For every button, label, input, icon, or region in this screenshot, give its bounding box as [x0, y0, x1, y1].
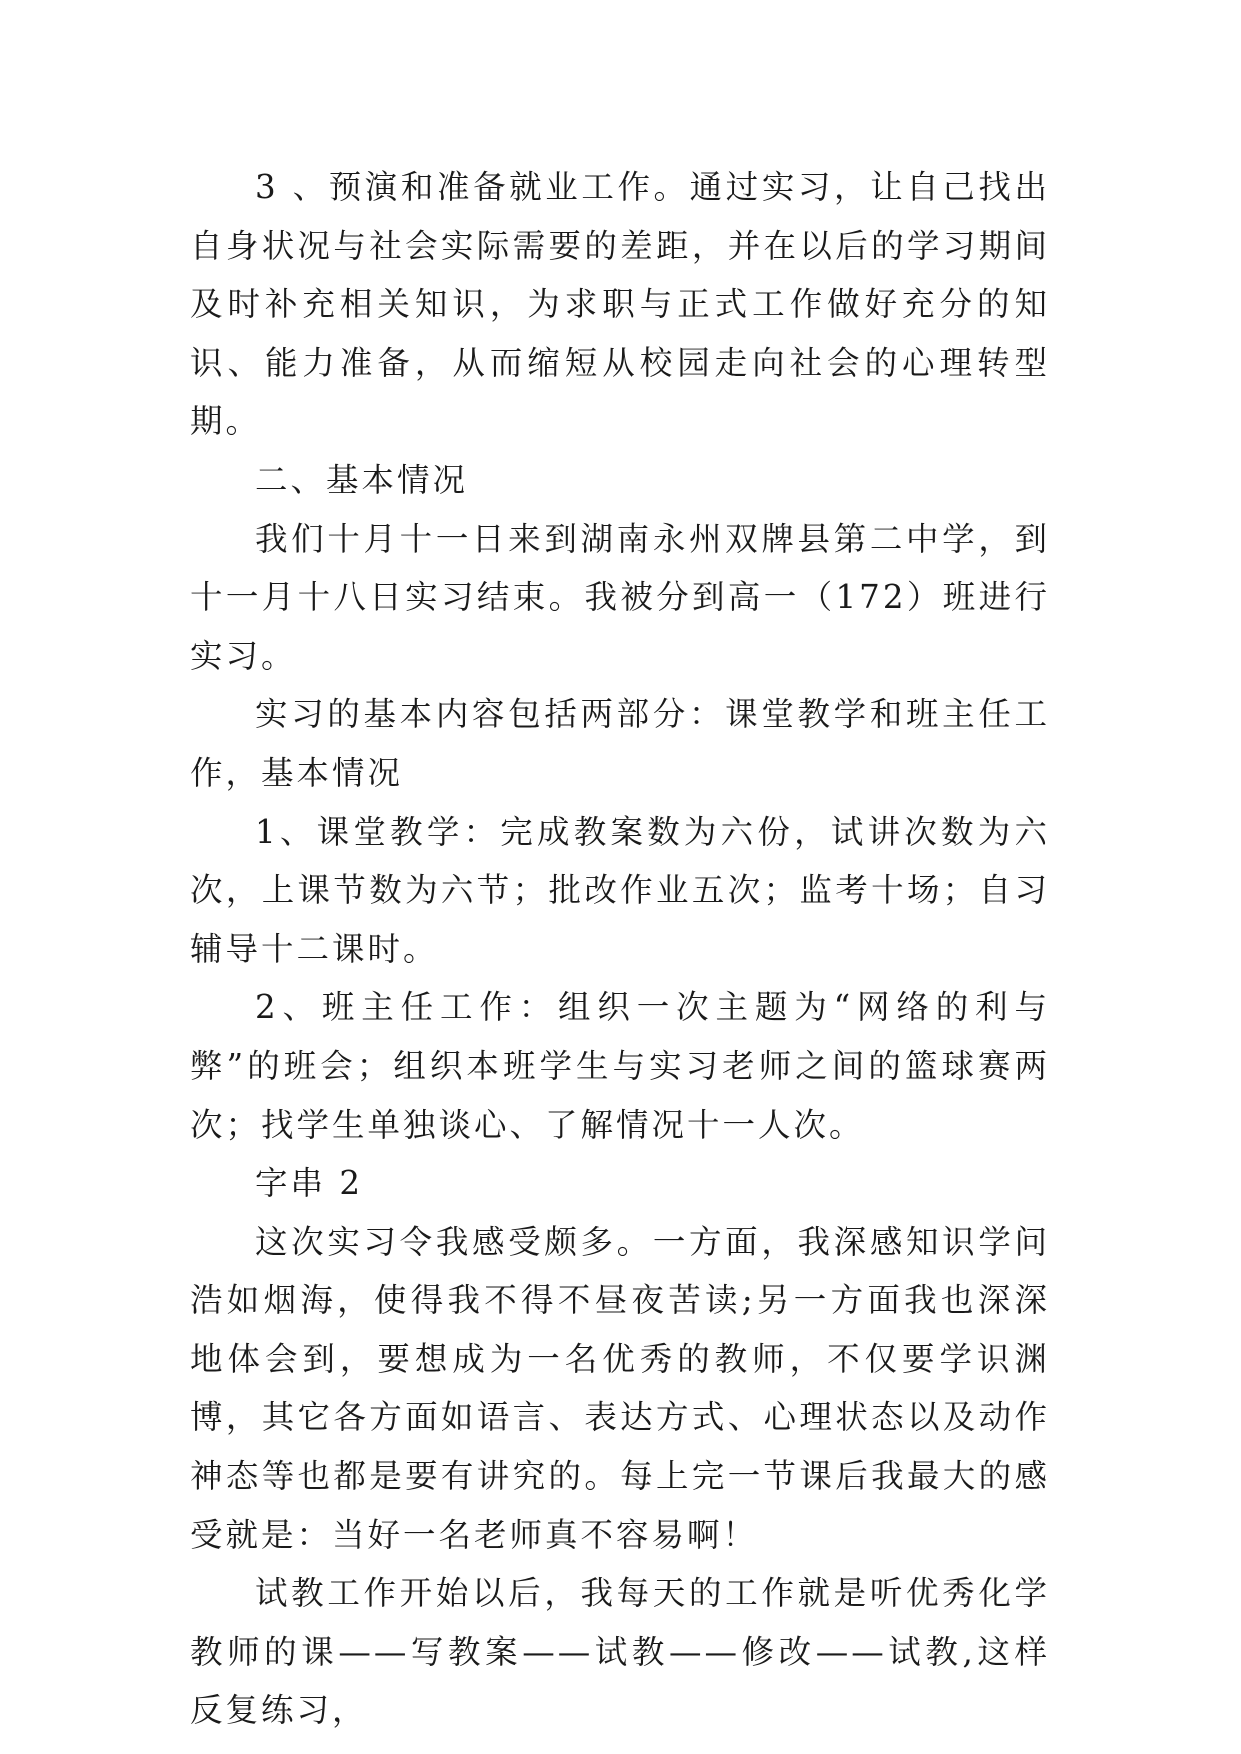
section-heading-basic-situation: 二、基本情况	[255, 460, 469, 499]
paragraph-internship-content: 实习的基本内容包括两部分：课堂教学和班主任工作，基本情况	[190, 695, 1050, 792]
paragraph-trial-teaching: 试教工作开始以后，我每天的工作就是听优秀化学教师的课——写教案——试教——修改——试教,这样反复练习，	[190, 1574, 1050, 1730]
paragraph-internship-dates: 我们十月十一日来到湖南永州双牌县第二中学，到十一月十八日实习结束。我被分到高一（172）班进行实习。	[190, 519, 1050, 675]
paragraph-employment-prep: 3 、预演和准备就业工作。通过实习，让自己找出自身状况与社会实际需要的差距，并在以后的学习期间及时补充相关知识，为求职与正式工作做好充分的知识、能力准备，从而缩短从校园走向社会的心理转型期。	[190, 168, 1050, 441]
paragraph-reflection: 这次实习令我感受颇多。一方面，我深感知识学问浩如烟海，使得我不得不昼夜苦读;另一方面我也深深地体会到，要想成为一名优秀的教师，不仅要学识渊博，其它各方面如语言、表达方式、心理状态以及动作神态等也都是要有讲究的。每上完一节课后我最大的感受就是：当好一名老师真不容易啊！	[190, 1222, 1050, 1554]
section-marker: 字串 2	[255, 1164, 364, 1203]
paragraph-class-teacher-work: 2、班主任工作：组织一次主题为“网络的利与弊”的班会；组织本班学生与实习老师之间的篮球赛两次；找学生单独谈心、了解情况十一人次。	[190, 988, 1050, 1144]
paragraph-classroom-teaching: 1、课堂教学：完成教案数为六份，试讲次数为六次，上课节数为六节；批改作业五次；监考十场；自习辅导十二课时。	[190, 812, 1050, 968]
document-body	[190, 158, 1050, 1740]
